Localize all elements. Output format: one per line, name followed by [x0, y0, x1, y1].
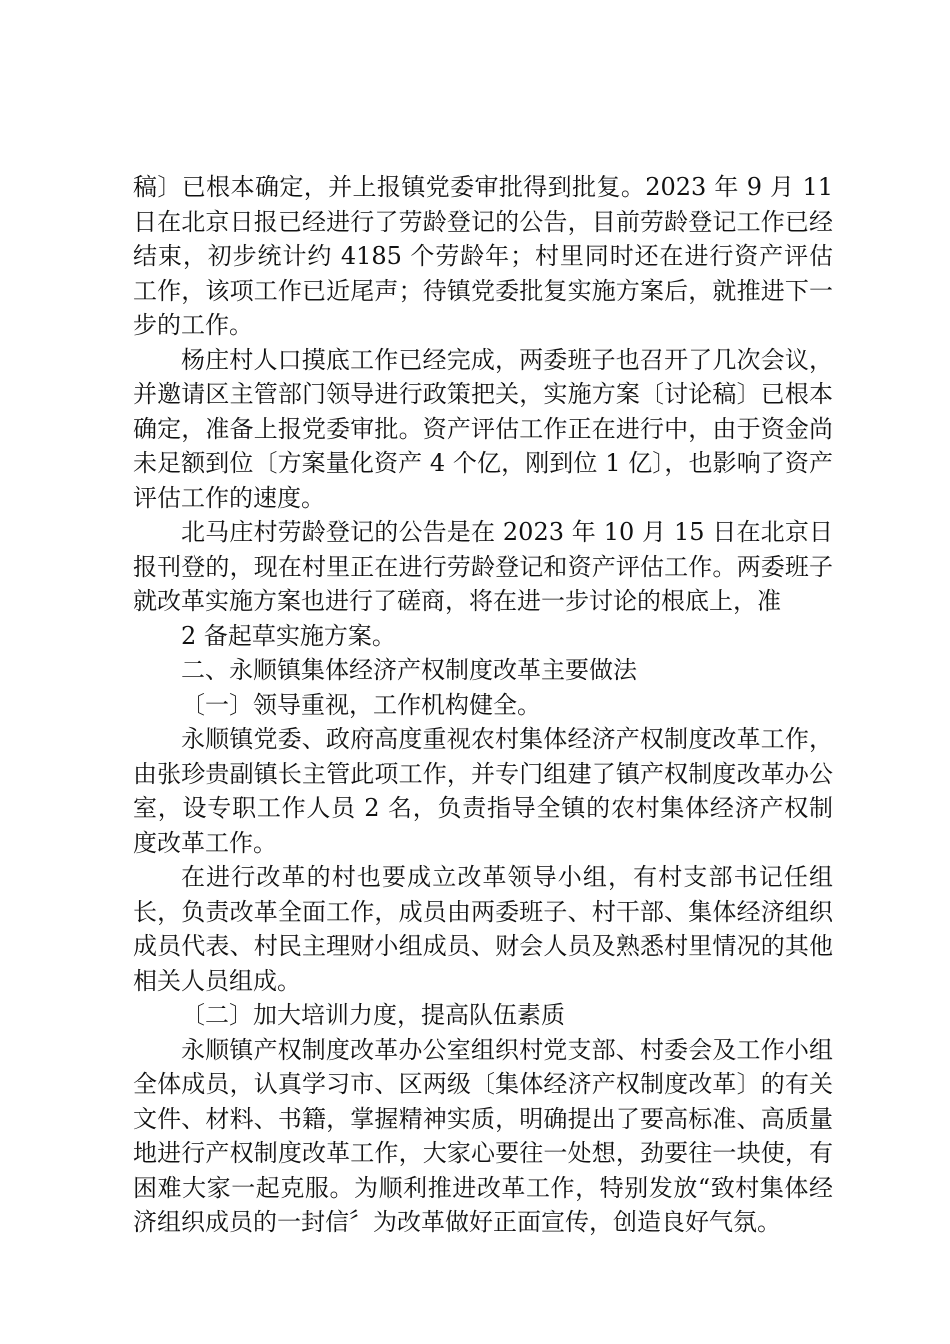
- paragraph-draft-plan: 2 备起草实施方案。: [181, 621, 396, 650]
- paragraph-leading-group: 在进行改革的村也要成立改革领导小组，有村支部书记任组长，负责改革全面工作，成员由两委班子、村干部、集体经济组织成员代表、村民主理财小组成员、财会人员及熟悉村里情况的其他相关人员组成。: [133, 863, 833, 995]
- paragraph-leadership: 永顺镇党委、政府高度重视农村集体经济产权制度改革工作，由张珍贵副镇长主管此项工作，并专门组建了镇产权制度改革办公室，设专职工作人员 2 名，负责指导全镇的农村集体经济产权制度改革工作。: [133, 725, 833, 857]
- section-heading: 二、永顺镇集体经济产权制度改革主要做法: [181, 656, 637, 684]
- paragraph-beimazhuang: 北马庄村劳龄登记的公告是在 2023 年 10 月 15 日在北京日报刊登的，现在村里正在进行劳龄登记和资产评估工作。两委班子就改革实施方案也进行了磋商，将在进一步讨论的根底上，准: [133, 518, 833, 615]
- subsection-heading-2: 〔二〕加大培训力度，提高队伍素质: [181, 1001, 565, 1029]
- paragraph-continuation: 稿〕已根本确定，并上报镇党委审批得到批复。2023 年 9 月 11 日在北京日报已经进行了劳龄登记的公告，目前劳龄登记工作已经结束，初步统计约 4185 个劳龄年；村里同时还在进行资产评估工作，该项工作已近尾声；待镇党委批复实施方案后，就推进下一步的工作。: [133, 173, 833, 339]
- paragraph-yangzhuang: 杨庄村人口摸底工作已经完成，两委班子也召开了几次会议，并邀请区主管部门领导进行政策把关，实施方案〔讨论稿〕已根本确定，准备上报党委审批。资产评估工作正在进行中，由于资金尚未足额到位〔方案量化资产 4 个亿，刚到位 1 亿〕，也影响了资产评估工作的速度。: [133, 345, 833, 512]
- paragraph-training: 永顺镇产权制度改革办公室组织村党支部、村委会及工作小组全体成员，认真学习市、区两级〔集体经济产权制度改革〕的有关文件、材料、书籍，掌握精神实质，明确提出了要高标准、高质量地进行产权制度改革工作，大家心要往一处想，劲要往一块使，有困难大家一起克服。为顺利推进改革工作，特别发放“致村集体经济组织成员的一封信〞为改革做好正面宣传，创造良好气氛。: [133, 1035, 833, 1236]
- document-page: [133, 170, 833, 1240]
- subsection-heading-1: 〔一〕领导重视，工作机构健全。: [181, 690, 541, 719]
